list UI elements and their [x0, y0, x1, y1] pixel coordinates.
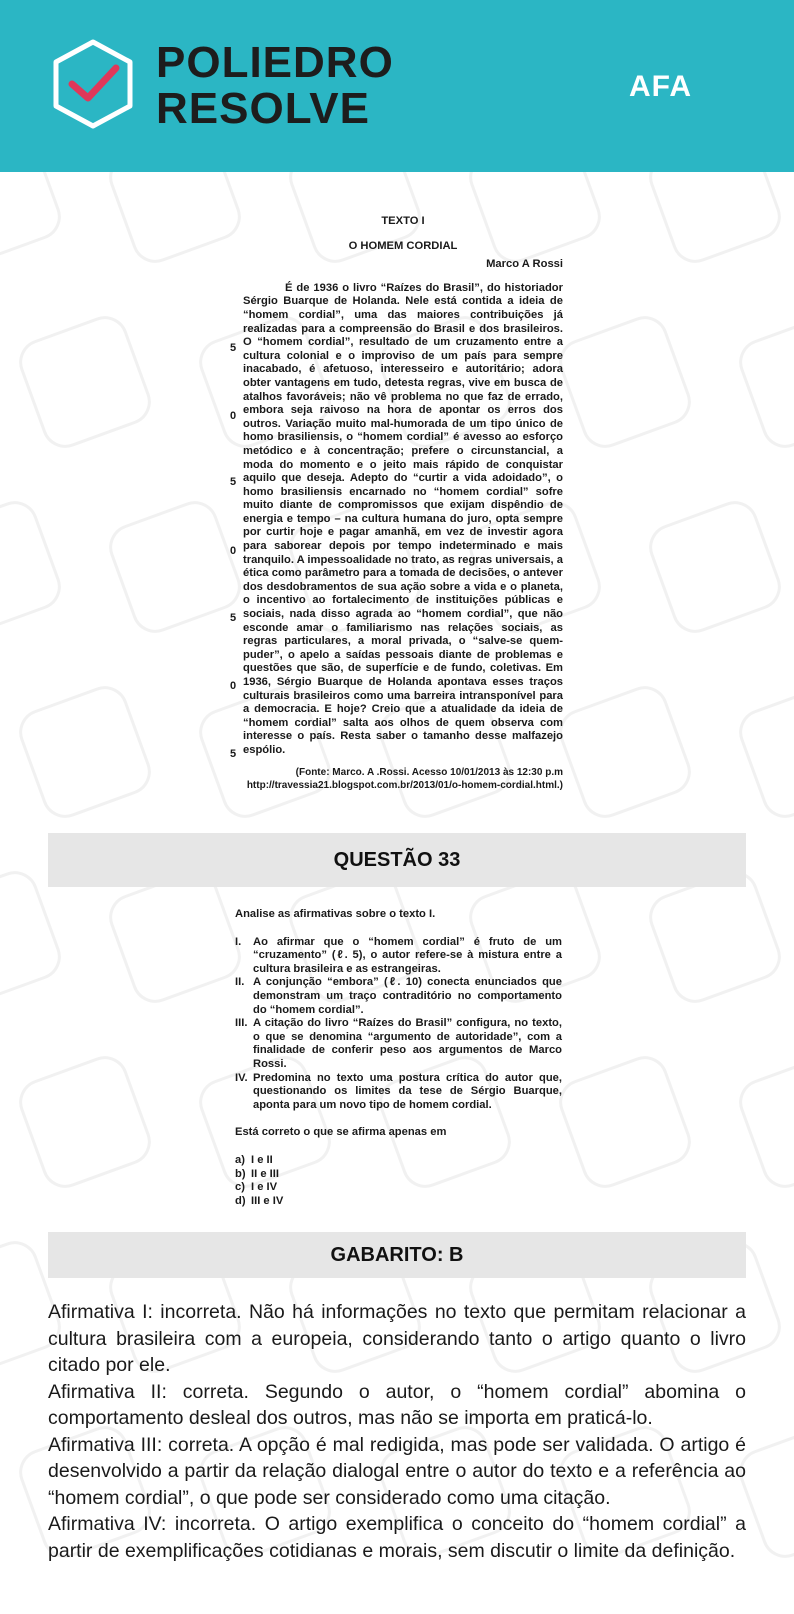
watermark-shape [645, 497, 786, 638]
question-block [235, 908, 562, 1208]
option-list [235, 1154, 562, 1208]
watermark-shape [15, 312, 156, 453]
line-number: 5 [230, 748, 237, 760]
question-heading: QUESTÃO 33 [48, 833, 746, 887]
source-line2: http://travessia21.blogspot.com.br/2013/01/o-homem-cordial.html.) [246, 779, 563, 791]
watermark-shape [15, 682, 156, 823]
line-number: 0 [230, 410, 237, 422]
answer-option [235, 1181, 562, 1195]
answer-heading: GABARITO: B [48, 1232, 746, 1278]
text-body: É de 1936 o livro “Raízes do Brasil”, do historiador Sérgio Buarque de Holanda. Nele está contida a ideia de “homem cordial”, uma das maiores contribuições já realizadas para a compreensão do Brasil e dos brasileiros. O “homem cordial”, resultado de um cruzamento entre a cultura colonial e o improviso de um país para sempre inacabado, é afetuoso, interesseiro e autoritário; adora obter vantagens em tudo, detesta regras, vive em busca de atalhos favoráveis; não vê problema no que faz de errado, embora seja raivoso na hora de apontar os erros dos outros. Variação muito mal-humorada de um tipo único de homo brasiliensis, o “homem cordial” é avesso ao esforço metódico e à concentração; prefere o circunstancial, a moda do momento e o jeito mais rápido de conquistar aquilo que deseja. Adepto do “curtir a vida adoidado”, o homo brasiliensis encarnado no “homem cordial” sofre muito diante de compromissos que exijam dispêndio de energia e tempo – na cultura humana do juro, opta sempre por curtir hoje e pagar amanhã, em vez de investir agora para saborear depois por tempo indeterminado e mais tranquilo. A impessoalidade no trato, as regras universais, a ética como parâmetro para a tomada de decisões, o antever dos desdobramentos de sua ação sobre a vida e o planeta, o incentivo ao fortalecimento de instituições públicas e sociais, nada disso agrada ao “homem cordial”, que não esconde amar o familiarismo nas relações sociais, as regras particulares, a moral privada, o “salve-se quem-puder”, o apelo a saídas pessoais diante de problemas e questões que são, de superfície e de fundo, coletivas. Em 1936, Sérgio Buarque de Holanda apontava esses traços culturais brasileiros como uma barreira intransponível para a democracia. E hoje? Creio que a atualidade da ideia de “homem cordial” salta aos olhos de quem observa com interesse o país. Resta saber o tamanho desse malfazejo espólio. [243, 281, 563, 756]
answer-option [235, 1154, 562, 1168]
line-number: 5 [230, 342, 237, 354]
watermark-shape [735, 312, 794, 453]
watermark-shape [105, 867, 246, 1008]
watermark-shape [555, 1052, 696, 1193]
watermark-shape [555, 312, 696, 453]
statement-number: II. [235, 976, 245, 989]
brand-logo [156, 40, 394, 132]
brand-line2: RESOLVE [156, 84, 371, 133]
option-letter: a) [235, 1153, 245, 1166]
statement-text: Predomina no texto uma postura crítica do autor que, questionando os limites da tese de Sérgio Buarque, aponta para um novo tipo de homem cordial. [253, 1071, 562, 1111]
statement-item [235, 976, 562, 1017]
header-banner [0, 0, 794, 172]
line-number: 5 [230, 612, 237, 624]
statement-item [235, 936, 562, 977]
option-letter: b) [235, 1167, 246, 1180]
line-number: 0 [230, 680, 237, 692]
statement-item [235, 1072, 562, 1113]
text-source [243, 766, 563, 792]
answer-paragraph: Afirmativa IV: incorreta. O artigo exemplifica o conceito do “homem cordial” a partir de exemplificações cotidianas e morais, sem discutir o limite da definição. [48, 1513, 746, 1562]
answer-explanation [48, 1299, 746, 1564]
answer-option [235, 1195, 562, 1209]
answer-option [235, 1168, 562, 1182]
watermark-shape [105, 172, 246, 267]
watermark-shape [645, 867, 786, 1008]
watermark-shape [735, 1052, 794, 1193]
watermark-shape [645, 172, 786, 267]
statement-text: Ao afirmar que o “homem cordial” é fruto de um “cruzamento” (ℓ. 5), o autor refere-se à mistura entre a cultura brasileira e as estrangeiras. [253, 935, 562, 975]
checkmark-hexagon-icon [50, 38, 136, 130]
watermark-shape [15, 1052, 156, 1193]
answer-paragraph: Afirmativa I: incorreta. Não há informações no texto que permitam relacionar a cultura brasileira com a europeia, considerando tanto o artigo quanto o livro citado por ele. [48, 1301, 746, 1376]
exam-tag: AFA [629, 70, 692, 103]
text-author: Marco A Rossi [486, 258, 563, 271]
line-number: 0 [230, 545, 237, 557]
watermark-shape [0, 172, 65, 267]
text-passage [243, 215, 563, 792]
statement-number: IV. [235, 1071, 248, 1084]
statement-text: A conjunção “embora” (ℓ. 10) conecta enunciados que demonstram um traço contraditório no comportamento do “homem cordial”. [253, 976, 562, 1016]
option-text: I e II [251, 1153, 273, 1166]
watermark-shape [0, 867, 65, 1008]
statement-number: I. [235, 935, 242, 948]
statement-list [235, 936, 562, 1113]
answer-paragraph: Afirmativa II: correta. Segundo o autor, o “homem cordial” abomina o comportamento desleal dos outros, mas não se importa em praticá-lo. [48, 1380, 746, 1429]
question-prompt: Está correto o que se afirma apenas em [235, 1126, 447, 1139]
watermark-shape [105, 497, 246, 638]
line-number: 5 [230, 476, 237, 488]
option-text: I e IV [251, 1181, 278, 1194]
watermark-shape [555, 682, 696, 823]
option-letter: d) [235, 1194, 246, 1207]
answer-paragraph: Afirmativa III: correta. A opção é mal redigida, mas pode ser validada. O artigo é desenvolvido a partir da relação dialogal entre o autor do texto e a referência ao “homem cordial”, o que pode ser considerado como uma citação. [48, 1433, 746, 1509]
source-line1: (Fonte: Marco. A .Rossi. Acesso 10/01/2013 às 12:30 p.m [295, 766, 563, 778]
brand-line1: POLIEDRO [156, 38, 394, 87]
text-title: O HOMEM CORDIAL [348, 239, 458, 252]
option-text: III e IV [251, 1194, 284, 1207]
statement-number: III. [235, 1017, 248, 1030]
option-letter: c) [235, 1181, 245, 1194]
watermark-shape [735, 682, 794, 823]
statement-item [235, 1017, 562, 1071]
option-text: II e III [251, 1167, 279, 1180]
question-intro: Analise as afirmativas sobre o texto I. [235, 908, 436, 920]
statement-text: A citação do livro “Raízes do Brasil” configura, no texto, o que se denomina “argumento de autoridade”, com a finalidade de conferir peso aos argumentos de Marco Rossi. [253, 1017, 562, 1070]
text-label: TEXTO I [381, 215, 425, 227]
watermark-shape [0, 497, 65, 638]
